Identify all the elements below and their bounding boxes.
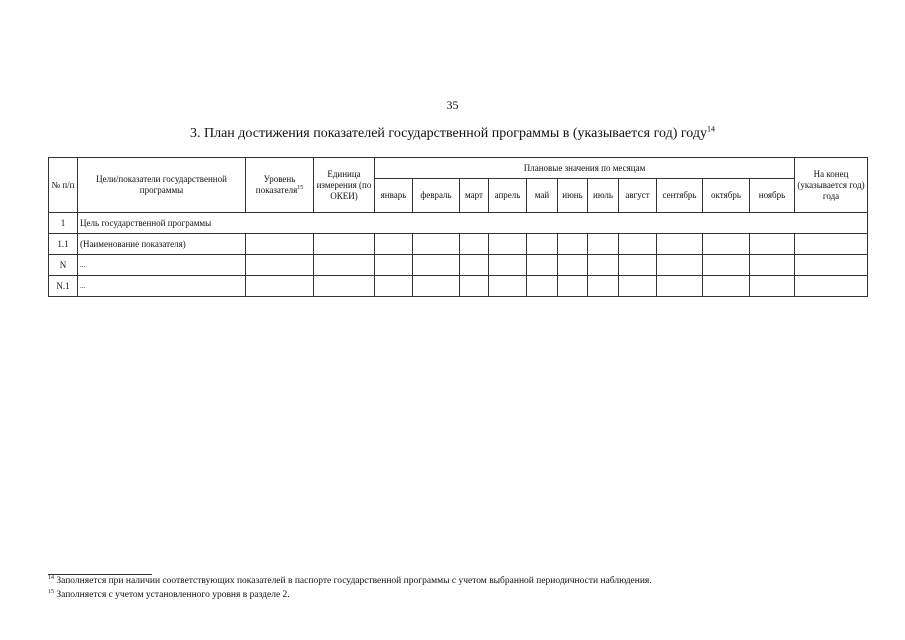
header-year-end: На конец (указывается год) года (795, 158, 868, 213)
plan-table (48, 157, 868, 297)
month-cell (413, 255, 460, 276)
month-cell (588, 234, 619, 255)
footnote-15 (48, 590, 290, 600)
header-level (246, 158, 314, 213)
header-month-march: март (460, 179, 489, 213)
unit-cell (314, 234, 375, 255)
page-number: 35 (446, 98, 459, 112)
row-num-cell: 1.1 (49, 234, 78, 255)
month-cell (558, 276, 588, 297)
month-cell (703, 255, 750, 276)
month-cell (527, 234, 558, 255)
month-cell (375, 255, 413, 276)
month-cell (375, 276, 413, 297)
row-num-cell: 1 (49, 213, 78, 234)
header-month-may: май (527, 179, 558, 213)
header-unit: Единица измерения (по ОКЕИ) (314, 158, 375, 213)
table-row (49, 276, 868, 297)
month-cell (558, 234, 588, 255)
header-level-footnote-ref: 15 (297, 185, 304, 191)
header-month-june: июнь (558, 179, 588, 213)
header-goals: Цели/показатели государственной программы (78, 158, 246, 213)
footnote-ref: 15 (48, 588, 54, 595)
indicator-name-cell: ... (78, 276, 246, 297)
level-cell (246, 234, 314, 255)
header-month-january: январь (375, 179, 413, 213)
level-cell (246, 276, 314, 297)
title-footnote-ref: 14 (706, 124, 715, 134)
month-cell (489, 276, 527, 297)
level-cell (246, 255, 314, 276)
month-cell (657, 255, 703, 276)
table-row (49, 234, 868, 255)
month-cell (750, 234, 795, 255)
unit-cell (314, 276, 375, 297)
month-cell (489, 234, 527, 255)
header-num: № п/п (49, 158, 78, 213)
footnote-divider (48, 574, 152, 575)
month-cell (460, 234, 489, 255)
row-num-cell: N (49, 255, 78, 276)
table-row (49, 255, 868, 276)
footnote-14 (48, 576, 652, 586)
month-cell (413, 234, 460, 255)
goal-name-cell: Цель государственной программы (78, 213, 868, 234)
header-month-april: апрель (489, 179, 527, 213)
header-monthly-group: Плановые значения по месяцам (375, 158, 795, 179)
title-text: 3. План достижения показателей государственной программы в (указывается год) году (190, 126, 707, 141)
month-cell (588, 255, 619, 276)
footnote-ref: 14 (48, 574, 54, 581)
month-cell (750, 276, 795, 297)
row-num-cell: N.1 (49, 276, 78, 297)
month-cell (703, 276, 750, 297)
year-end-cell (795, 234, 868, 255)
header-month-november: ноябрь (750, 179, 795, 213)
header-month-september: сентябрь (657, 179, 703, 213)
month-cell (413, 276, 460, 297)
month-cell (750, 255, 795, 276)
month-cell (619, 234, 657, 255)
month-cell (657, 234, 703, 255)
month-cell (460, 255, 489, 276)
month-cell (375, 234, 413, 255)
indicator-name-cell: ... (78, 255, 246, 276)
header-level-label: Уровень показателя (255, 174, 298, 195)
month-cell (703, 234, 750, 255)
header-month-july: июль (588, 179, 619, 213)
header-month-august: август (619, 179, 657, 213)
indicator-name-cell: (Наименование показателя) (78, 234, 246, 255)
month-cell (619, 255, 657, 276)
month-cell (527, 255, 558, 276)
year-end-cell (795, 255, 868, 276)
month-cell (657, 276, 703, 297)
month-cell (527, 276, 558, 297)
header-month-february: февраль (413, 179, 460, 213)
footnote-text: Заполняется при наличии соответствующих показателей в паспорте государственной программы с учетом выбранной периодичности наблюдения. (56, 576, 652, 586)
unit-cell (314, 255, 375, 276)
header-month-october: октябрь (703, 179, 750, 213)
month-cell (588, 276, 619, 297)
page-title (0, 126, 905, 142)
month-cell (619, 276, 657, 297)
footnote-text: Заполняется с учетом установленного уровня в разделе 2. (56, 590, 290, 600)
table-row-goal (49, 213, 868, 234)
month-cell (558, 255, 588, 276)
month-cell (460, 276, 489, 297)
year-end-cell (795, 276, 868, 297)
month-cell (489, 255, 527, 276)
